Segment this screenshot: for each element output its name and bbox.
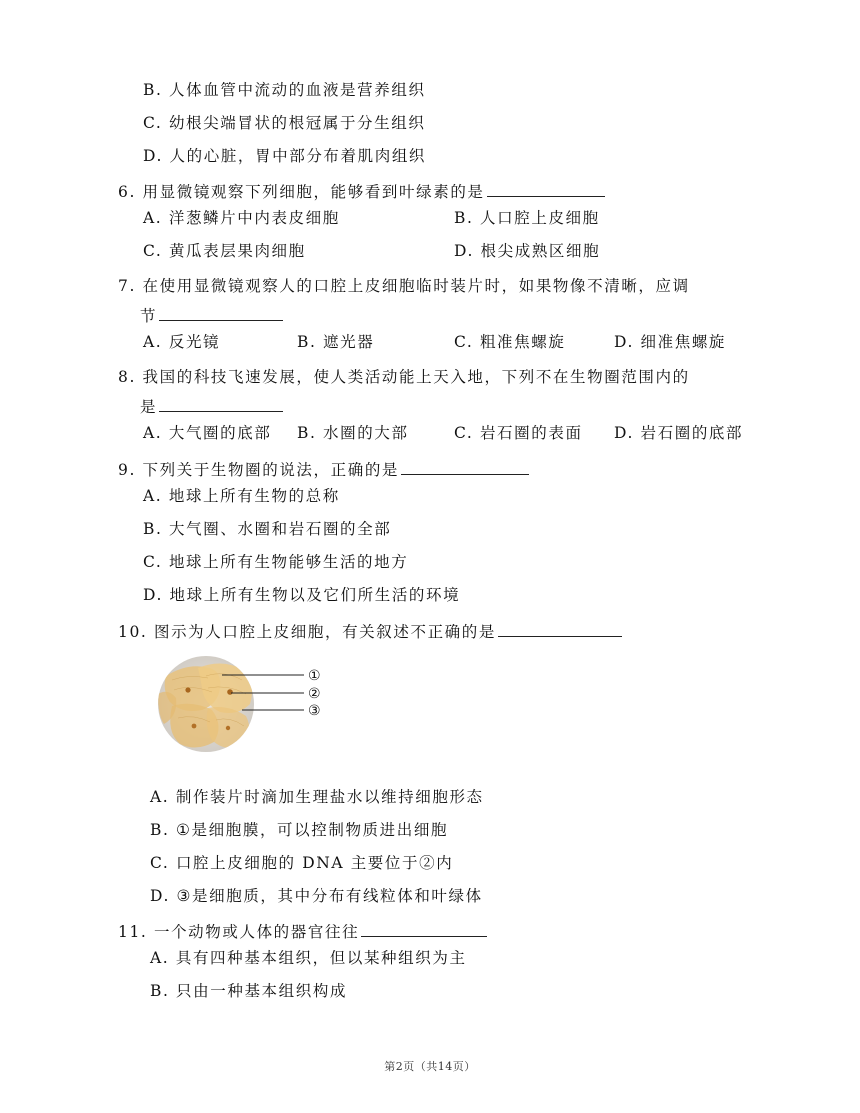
q10-option-c: C. 口腔上皮细胞的 DNA 主要位于②内 — [150, 854, 454, 872]
q9-option-a: A. 地球上所有生物的总称 — [143, 487, 340, 505]
figure-label-1: ① — [308, 668, 321, 684]
figure-label-3: ③ — [308, 703, 321, 719]
q9-option-c: C. 地球上所有生物能够生活的地方 — [143, 553, 409, 571]
figure-label-2: ② — [308, 686, 321, 702]
q7-stem: 7. 在使用显微镜观察人的口腔上皮细胞临时装片时，如果物像不清晰，应调 — [118, 277, 690, 295]
q5-option-c: C. 幼根尖端冒状的根冠属于分生组织 — [143, 114, 426, 132]
q10-option-a: A. 制作装片时滴加生理盐水以维持细胞形态 — [150, 788, 484, 806]
answer-blank — [159, 395, 283, 412]
q8-option-a: A. 大气圈的底部 — [143, 424, 272, 442]
q8-option-d: D. 岩石圈的底部 — [614, 424, 744, 442]
q6-stem: 6. 用显微镜观察下列细胞，能够看到叶绿素的是 — [118, 180, 605, 202]
q9-option-b: B. 大气圈、水圈和岩石圈的全部 — [143, 520, 392, 538]
q6-option-d: D. 根尖成熟区细胞 — [454, 242, 601, 260]
q8-option-b: B. 水圈的大部 — [297, 424, 409, 442]
q6-option-c: C. 黄瓜表层果肉细胞 — [143, 242, 306, 260]
q6-option-a: A. 洋葱鳞片中内表皮细胞 — [143, 209, 340, 227]
q8-option-c: C. 岩石圈的表面 — [454, 424, 583, 442]
q10-option-d: D. ③是细胞质，其中分布有线粒体和叶绿体 — [150, 887, 483, 905]
q7-option-b: B. 遮光器 — [297, 333, 375, 351]
q8-stem-line2: 是 — [140, 395, 283, 417]
q9-stem: 9. 下列关于生物圈的说法，正确的是 — [118, 458, 529, 480]
q10-stem: 10. 图示为人口腔上皮细胞，有关叙述不正确的是 — [118, 620, 622, 642]
q9-option-d: D. 地球上所有生物以及它们所生活的环境 — [143, 586, 461, 604]
q7-stem-line2: 节 — [140, 304, 283, 326]
q7-option-d: D. 细准焦螺旋 — [614, 333, 727, 351]
answer-blank — [401, 458, 529, 475]
q8-stem: 8. 我国的科技飞速发展，使人类活动能上天入地，下列不在生物圈范围内的 — [118, 368, 690, 386]
q5-option-b: B. 人体血管中流动的血液是营养组织 — [143, 81, 426, 99]
q7-option-c: C. 粗准焦螺旋 — [454, 333, 566, 351]
cheek-cell-micrograph — [158, 654, 338, 754]
q11-option-b: B. 只由一种基本组织构成 — [150, 982, 348, 1000]
answer-blank — [487, 180, 605, 197]
q6-option-b: B. 人口腔上皮细胞 — [454, 209, 600, 227]
answer-blank — [159, 304, 283, 321]
answer-blank — [498, 620, 622, 637]
cheek-cell-figure — [158, 654, 338, 754]
q11-option-a: A. 具有四种基本组织，但以某种组织为主 — [150, 949, 467, 967]
answer-blank — [361, 920, 487, 937]
q5-option-d: D. 人的心脏，胃中部分布着肌肉组织 — [143, 147, 427, 165]
q11-stem: 11. 一个动物或人体的器官往往 — [118, 920, 487, 942]
q7-option-a: A. 反光镜 — [143, 333, 221, 351]
page-footer: 第2页（共14页） — [384, 1060, 476, 1073]
q10-option-b: B. ①是细胞膜，可以控制物质进出细胞 — [150, 821, 449, 839]
